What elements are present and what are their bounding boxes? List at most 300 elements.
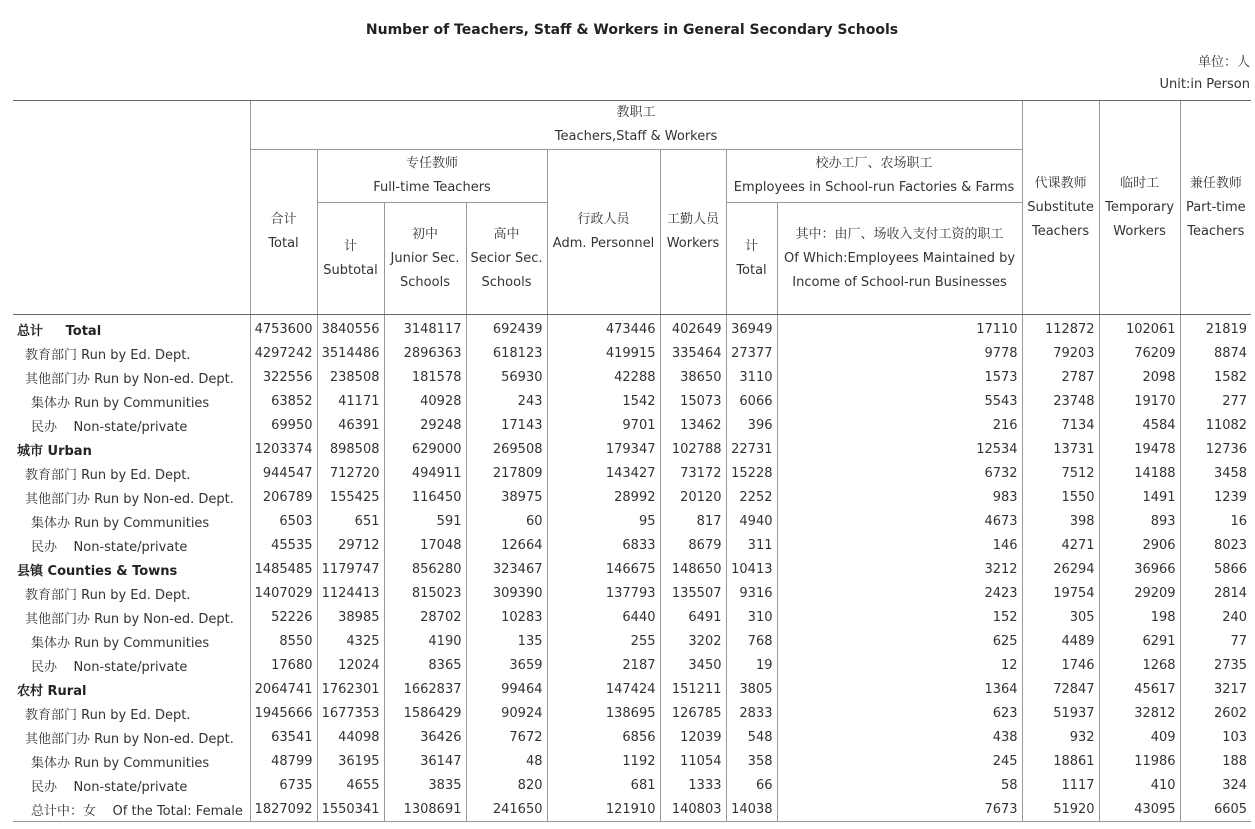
table-cell: 11054 xyxy=(660,749,726,773)
header-parttime xyxy=(1180,101,1251,315)
row-label: 集体办 Run by Communities xyxy=(31,395,210,411)
table-cell: 43095 xyxy=(1099,797,1180,822)
header-workers xyxy=(660,150,726,315)
table-row xyxy=(13,437,1251,461)
table-cell: 3805 xyxy=(726,677,777,701)
table-cell: 243 xyxy=(466,389,547,413)
table-row xyxy=(13,557,1251,581)
header-total-cn: 合计 xyxy=(270,212,297,227)
table-cell: 1117 xyxy=(1022,773,1099,797)
table-cell: 311 xyxy=(726,533,777,557)
table-cell: 10283 xyxy=(466,605,547,629)
table-cell: 21819 xyxy=(1180,315,1251,342)
header-substitute xyxy=(1022,101,1099,315)
table-cell: 73172 xyxy=(660,461,726,485)
table-cell: 14188 xyxy=(1099,461,1180,485)
table-cell: 15228 xyxy=(726,461,777,485)
table-cell: 1827092 xyxy=(250,797,317,822)
table-cell: 19170 xyxy=(1099,389,1180,413)
table-cell: 1485485 xyxy=(250,557,317,581)
table-cell: 13731 xyxy=(1022,437,1099,461)
table-cell: 17110 xyxy=(777,315,1022,342)
table-cell: 4655 xyxy=(317,773,384,797)
table-cell: 52226 xyxy=(250,605,317,629)
row-label: 民办 Non-state/private xyxy=(31,539,188,555)
table-cell: 4940 xyxy=(726,509,777,533)
table-cell: 19 xyxy=(726,653,777,677)
table-cell: 51920 xyxy=(1022,797,1099,822)
row-label: 其他部门办 Run by Non-ed. Dept. xyxy=(25,371,234,387)
table-cell: 241650 xyxy=(466,797,547,822)
table-cell: 38985 xyxy=(317,605,384,629)
table-cell: 7134 xyxy=(1022,413,1099,437)
table-cell: 29248 xyxy=(384,413,466,437)
table-header xyxy=(13,101,1251,315)
table-cell: 2833 xyxy=(726,701,777,725)
table-cell: 548 xyxy=(726,725,777,749)
table-cell: 19754 xyxy=(1022,581,1099,605)
table-cell: 5866 xyxy=(1180,557,1251,581)
row-label: 教育部门 Run by Ed. Dept. xyxy=(25,587,191,603)
header-fulltime-cn: 专任教师 xyxy=(405,156,458,171)
table-cell: 932 xyxy=(1022,725,1099,749)
table-cell: 4325 xyxy=(317,629,384,653)
table-cell: 358 xyxy=(726,749,777,773)
row-label: 教育部门 Run by Ed. Dept. xyxy=(25,347,191,363)
table-cell: 15073 xyxy=(660,389,726,413)
table-cell: 4584 xyxy=(1099,413,1180,437)
table-cell: 8550 xyxy=(250,629,317,653)
table-cell: 19478 xyxy=(1099,437,1180,461)
table-cell: 155425 xyxy=(317,485,384,509)
header-staff-group xyxy=(250,101,1022,150)
row-label: 其他部门办 Run by Non-ed. Dept. xyxy=(25,491,234,507)
table-cell: 438 xyxy=(777,725,1022,749)
header-substitute-en: Substitute Teachers xyxy=(1027,199,1094,239)
table-cell: 8874 xyxy=(1180,341,1251,365)
table-cell: 2098 xyxy=(1099,365,1180,389)
table-cell: 238508 xyxy=(317,365,384,389)
table-cell: 77 xyxy=(1180,629,1251,653)
table-row xyxy=(13,629,1251,653)
table-cell: 2814 xyxy=(1180,581,1251,605)
header-factory-total xyxy=(726,203,777,315)
table-cell: 95 xyxy=(547,509,660,533)
table-cell: 2064741 xyxy=(250,677,317,701)
table-cell: 29712 xyxy=(317,533,384,557)
header-ftotal-en: Total xyxy=(736,262,767,278)
table-cell: 6605 xyxy=(1180,797,1251,822)
table-cell: 3212 xyxy=(777,557,1022,581)
table-cell: 36147 xyxy=(384,749,466,773)
table-cell: 138695 xyxy=(547,701,660,725)
table-cell: 179347 xyxy=(547,437,660,461)
table-cell: 815023 xyxy=(384,581,466,605)
table-cell: 51937 xyxy=(1022,701,1099,725)
table-row xyxy=(13,605,1251,629)
table-cell: 3148117 xyxy=(384,315,466,342)
table-cell: 623 xyxy=(777,701,1022,725)
header-fulltime-group xyxy=(317,150,547,203)
table-cell: 856280 xyxy=(384,557,466,581)
table-cell: 6833 xyxy=(547,533,660,557)
row-label: 民办 Non-state/private xyxy=(31,779,188,795)
table-cell: 90924 xyxy=(466,701,547,725)
table-cell: 322556 xyxy=(250,365,317,389)
table-cell: 20120 xyxy=(660,485,726,509)
table-cell: 22731 xyxy=(726,437,777,461)
table-cell: 135 xyxy=(466,629,547,653)
row-label: 总计 Total xyxy=(17,323,102,339)
table-cell: 324 xyxy=(1180,773,1251,797)
table-cell: 245 xyxy=(777,749,1022,773)
row-label: 集体办 Run by Communities xyxy=(31,515,210,531)
table-cell: 1542 xyxy=(547,389,660,413)
table-cell: 6440 xyxy=(547,605,660,629)
table-cell: 898508 xyxy=(317,437,384,461)
table-cell: 2423 xyxy=(777,581,1022,605)
table-cell: 335464 xyxy=(660,341,726,365)
table-row xyxy=(13,653,1251,677)
table-cell: 4297242 xyxy=(250,341,317,365)
table-row xyxy=(13,749,1251,773)
table-cell: 217809 xyxy=(466,461,547,485)
table-cell: 6291 xyxy=(1099,629,1180,653)
table-cell: 126785 xyxy=(660,701,726,725)
table-cell: 712720 xyxy=(317,461,384,485)
table-cell: 146675 xyxy=(547,557,660,581)
table-cell: 3458 xyxy=(1180,461,1251,485)
table-cell: 17680 xyxy=(250,653,317,677)
table-cell: 45535 xyxy=(250,533,317,557)
table-cell: 23748 xyxy=(1022,389,1099,413)
table-cell: 10413 xyxy=(726,557,777,581)
table-cell: 1364 xyxy=(777,677,1022,701)
table-cell: 396 xyxy=(726,413,777,437)
table-cell: 152 xyxy=(777,605,1022,629)
table-cell: 1239 xyxy=(1180,485,1251,509)
table-cell: 102788 xyxy=(660,437,726,461)
header-factory-en: Employees in School-run Factories & Farms xyxy=(733,180,1015,195)
table-cell: 8679 xyxy=(660,533,726,557)
table-cell: 48 xyxy=(466,749,547,773)
table-cell: 6491 xyxy=(660,605,726,629)
row-label: 其他部门办 Run by Non-ed. Dept. xyxy=(25,731,234,747)
table-cell: 26294 xyxy=(1022,557,1099,581)
table-cell: 3514486 xyxy=(317,341,384,365)
table-row xyxy=(13,581,1251,605)
table-cell: 419915 xyxy=(547,341,660,365)
table-cell: 591 xyxy=(384,509,466,533)
table-cell: 135507 xyxy=(660,581,726,605)
table-cell: 6735 xyxy=(250,773,317,797)
table-cell: 44098 xyxy=(317,725,384,749)
table-cell: 7512 xyxy=(1022,461,1099,485)
header-workers-en: Workers xyxy=(666,236,720,251)
page-title: Number of Teachers, Staff & Workers in General Secondary Schools xyxy=(365,22,899,38)
table-cell: 4271 xyxy=(1022,533,1099,557)
row-label: 其他部门办 Run by Non-ed. Dept. xyxy=(25,611,234,627)
table-cell: 1268 xyxy=(1099,653,1180,677)
table-cell: 277 xyxy=(1180,389,1251,413)
header-staff-en: Teachers,Staff & Workers xyxy=(554,129,718,144)
table-cell: 3840556 xyxy=(317,315,384,342)
table-cell: 16 xyxy=(1180,509,1251,533)
table-cell: 323467 xyxy=(466,557,547,581)
table-cell: 305 xyxy=(1022,605,1099,629)
table-cell: 893 xyxy=(1099,509,1180,533)
table-cell: 3659 xyxy=(466,653,547,677)
table-cell: 66 xyxy=(726,773,777,797)
table-cell: 2896363 xyxy=(384,341,466,365)
header-staff-cn: 教职工 xyxy=(616,105,656,120)
header-temporary-en: Temporary Workers xyxy=(1105,199,1175,239)
table-cell: 768 xyxy=(726,629,777,653)
table-cell: 1491 xyxy=(1099,485,1180,509)
table-cell: 3450 xyxy=(660,653,726,677)
header-ftotal-cn: 计 xyxy=(744,238,758,254)
table-cell: 9778 xyxy=(777,341,1022,365)
unit-label-en: Unit:in Person xyxy=(1159,77,1250,92)
table-cell: 146 xyxy=(777,533,1022,557)
header-total-en: Total xyxy=(268,236,299,251)
table-cell: 36426 xyxy=(384,725,466,749)
header-subtotal-en: Subtotal xyxy=(323,262,378,278)
table-cell: 12534 xyxy=(777,437,1022,461)
table-cell: 1746 xyxy=(1022,653,1099,677)
table-cell: 12664 xyxy=(466,533,547,557)
table-cell: 41171 xyxy=(317,389,384,413)
table-row xyxy=(13,315,1251,342)
table-cell: 9701 xyxy=(547,413,660,437)
table-cell: 2252 xyxy=(726,485,777,509)
table-cell: 1573 xyxy=(777,365,1022,389)
table-cell: 6066 xyxy=(726,389,777,413)
table-cell: 409 xyxy=(1099,725,1180,749)
table-cell: 1179747 xyxy=(317,557,384,581)
table-cell: 625 xyxy=(777,629,1022,653)
table-row xyxy=(13,533,1251,557)
header-subtotal xyxy=(317,203,384,315)
table-cell: 240 xyxy=(1180,605,1251,629)
header-adm xyxy=(547,150,660,315)
table-cell: 42288 xyxy=(547,365,660,389)
table-cell: 198 xyxy=(1099,605,1180,629)
table-cell: 944547 xyxy=(250,461,317,485)
table-cell: 983 xyxy=(777,485,1022,509)
table-cell: 63541 xyxy=(250,725,317,749)
table-cell: 6732 xyxy=(777,461,1022,485)
table-cell: 310 xyxy=(726,605,777,629)
table-cell: 6856 xyxy=(547,725,660,749)
table-cell: 255 xyxy=(547,629,660,653)
table-cell: 181578 xyxy=(384,365,466,389)
table-cell: 2187 xyxy=(547,653,660,677)
row-label: 县镇 Counties & Towns xyxy=(17,563,178,579)
table-cell: 12736 xyxy=(1180,437,1251,461)
header-subtotal-cn: 计 xyxy=(343,238,357,254)
table-cell: 46391 xyxy=(317,413,384,437)
table-cell: 143427 xyxy=(547,461,660,485)
table-cell: 4753600 xyxy=(250,315,317,342)
header-adm-cn: 行政人员 xyxy=(577,212,630,227)
table-cell: 5543 xyxy=(777,389,1022,413)
table-row xyxy=(13,773,1251,797)
header-factory-group xyxy=(726,150,1022,203)
table-cell: 494911 xyxy=(384,461,466,485)
table-cell: 147424 xyxy=(547,677,660,701)
table-cell: 76209 xyxy=(1099,341,1180,365)
table-cell: 18861 xyxy=(1022,749,1099,773)
table-cell: 6503 xyxy=(250,509,317,533)
table-cell: 1124413 xyxy=(317,581,384,605)
table-cell: 12039 xyxy=(660,725,726,749)
table-cell: 1945666 xyxy=(250,701,317,725)
row-label: 民办 Non-state/private xyxy=(31,659,188,675)
table-cell: 629000 xyxy=(384,437,466,461)
table-row xyxy=(13,461,1251,485)
table-cell: 60 xyxy=(466,509,547,533)
table-cell: 36195 xyxy=(317,749,384,773)
table-cell: 3110 xyxy=(726,365,777,389)
header-workers-cn: 工勤人员 xyxy=(666,212,719,227)
table-cell: 28992 xyxy=(547,485,660,509)
table-cell: 3202 xyxy=(660,629,726,653)
table-cell: 651 xyxy=(317,509,384,533)
table-row xyxy=(13,797,1251,822)
table-cell: 2787 xyxy=(1022,365,1099,389)
table-cell: 27377 xyxy=(726,341,777,365)
table-cell: 618123 xyxy=(466,341,547,365)
table-row xyxy=(13,341,1251,365)
table-cell: 12 xyxy=(777,653,1022,677)
table-cell: 72847 xyxy=(1022,677,1099,701)
table-row xyxy=(13,725,1251,749)
table-cell: 8365 xyxy=(384,653,466,677)
header-junior-en: Junior Sec. Schools xyxy=(390,250,460,290)
table-cell: 36949 xyxy=(726,315,777,342)
table-cell: 11986 xyxy=(1099,749,1180,773)
table-cell: 103 xyxy=(1180,725,1251,749)
table-cell: 692439 xyxy=(466,315,547,342)
header-total xyxy=(250,150,317,315)
table-cell: 1762301 xyxy=(317,677,384,701)
table-cell: 32812 xyxy=(1099,701,1180,725)
table-cell: 3217 xyxy=(1180,677,1251,701)
header-parttime-cn: 兼任教师 xyxy=(1189,175,1242,191)
table-cell: 7673 xyxy=(777,797,1022,822)
header-substitute-cn: 代课教师 xyxy=(1034,175,1087,191)
header-parttime-en: Part-time Teachers xyxy=(1185,199,1246,239)
header-senior xyxy=(466,203,547,315)
table-cell: 11082 xyxy=(1180,413,1251,437)
row-label: 集体办 Run by Communities xyxy=(31,755,210,771)
table-cell: 1586429 xyxy=(384,701,466,725)
table-row xyxy=(13,389,1251,413)
table-cell: 269508 xyxy=(466,437,547,461)
row-label: 城市 Urban xyxy=(17,443,92,459)
table-cell: 63852 xyxy=(250,389,317,413)
table-cell: 817 xyxy=(660,509,726,533)
table-cell: 48799 xyxy=(250,749,317,773)
table-cell: 4673 xyxy=(777,509,1022,533)
header-junior-cn: 初中 xyxy=(411,226,438,242)
table-cell: 112872 xyxy=(1022,315,1099,342)
table-cell: 17048 xyxy=(384,533,466,557)
table-cell: 99464 xyxy=(466,677,547,701)
table-cell: 820 xyxy=(466,773,547,797)
table-cell: 7672 xyxy=(466,725,547,749)
table-cell: 2906 xyxy=(1099,533,1180,557)
table-cell: 1662837 xyxy=(384,677,466,701)
table-cell: 29209 xyxy=(1099,581,1180,605)
statistics-table xyxy=(13,100,1251,822)
table-body xyxy=(13,315,1251,822)
header-senior-en: Secior Sec. Schools xyxy=(470,250,543,290)
header-ofwhich-cn: 其中：由厂、场收入支付工资的职工 xyxy=(795,226,1004,242)
table-cell: 79203 xyxy=(1022,341,1099,365)
table-cell: 58 xyxy=(777,773,1022,797)
unit-label-cn: 单位：人 xyxy=(1197,55,1250,70)
table-cell: 1308691 xyxy=(384,797,466,822)
table-cell: 4190 xyxy=(384,629,466,653)
table-cell: 681 xyxy=(547,773,660,797)
row-label: 集体办 Run by Communities xyxy=(31,635,210,651)
table-cell: 1677353 xyxy=(317,701,384,725)
table-cell: 1582 xyxy=(1180,365,1251,389)
table-cell: 140803 xyxy=(660,797,726,822)
table-cell: 121910 xyxy=(547,797,660,822)
header-adm-en: Adm. Personnel xyxy=(552,236,655,251)
table-cell: 36966 xyxy=(1099,557,1180,581)
table-cell: 402649 xyxy=(660,315,726,342)
table-cell: 17143 xyxy=(466,413,547,437)
table-cell: 309390 xyxy=(466,581,547,605)
table-cell: 102061 xyxy=(1099,315,1180,342)
table-cell: 473446 xyxy=(547,315,660,342)
header-junior xyxy=(384,203,466,315)
header-ofwhich xyxy=(777,203,1022,315)
table-cell: 1192 xyxy=(547,749,660,773)
table-row xyxy=(13,413,1251,437)
table-cell: 151211 xyxy=(660,677,726,701)
row-label: 农村 Rural xyxy=(17,683,87,699)
table-cell: 38650 xyxy=(660,365,726,389)
row-label: 民办 Non-state/private xyxy=(31,419,188,435)
header-ofwhich-en: Of Which:Employees Maintained by Income of School-run Businesses xyxy=(784,250,1016,290)
table-cell: 28702 xyxy=(384,605,466,629)
header-senior-cn: 高中 xyxy=(493,226,520,242)
table-cell: 69950 xyxy=(250,413,317,437)
table-cell: 12024 xyxy=(317,653,384,677)
header-temporary xyxy=(1099,101,1180,315)
table-row xyxy=(13,485,1251,509)
table-cell: 45617 xyxy=(1099,677,1180,701)
header-fulltime-en: Full-time Teachers xyxy=(373,180,491,195)
table-row xyxy=(13,509,1251,533)
table-cell: 188 xyxy=(1180,749,1251,773)
table-row xyxy=(13,677,1251,701)
table-cell: 2602 xyxy=(1180,701,1251,725)
table-cell: 4489 xyxy=(1022,629,1099,653)
table-cell: 1333 xyxy=(660,773,726,797)
table-cell: 398 xyxy=(1022,509,1099,533)
table-cell: 56930 xyxy=(466,365,547,389)
row-label: 教育部门 Run by Ed. Dept. xyxy=(25,467,191,483)
row-label: 总计中：女 Of the Total: Female xyxy=(13,797,250,822)
table-cell: 2735 xyxy=(1180,653,1251,677)
table-cell: 1550341 xyxy=(317,797,384,822)
